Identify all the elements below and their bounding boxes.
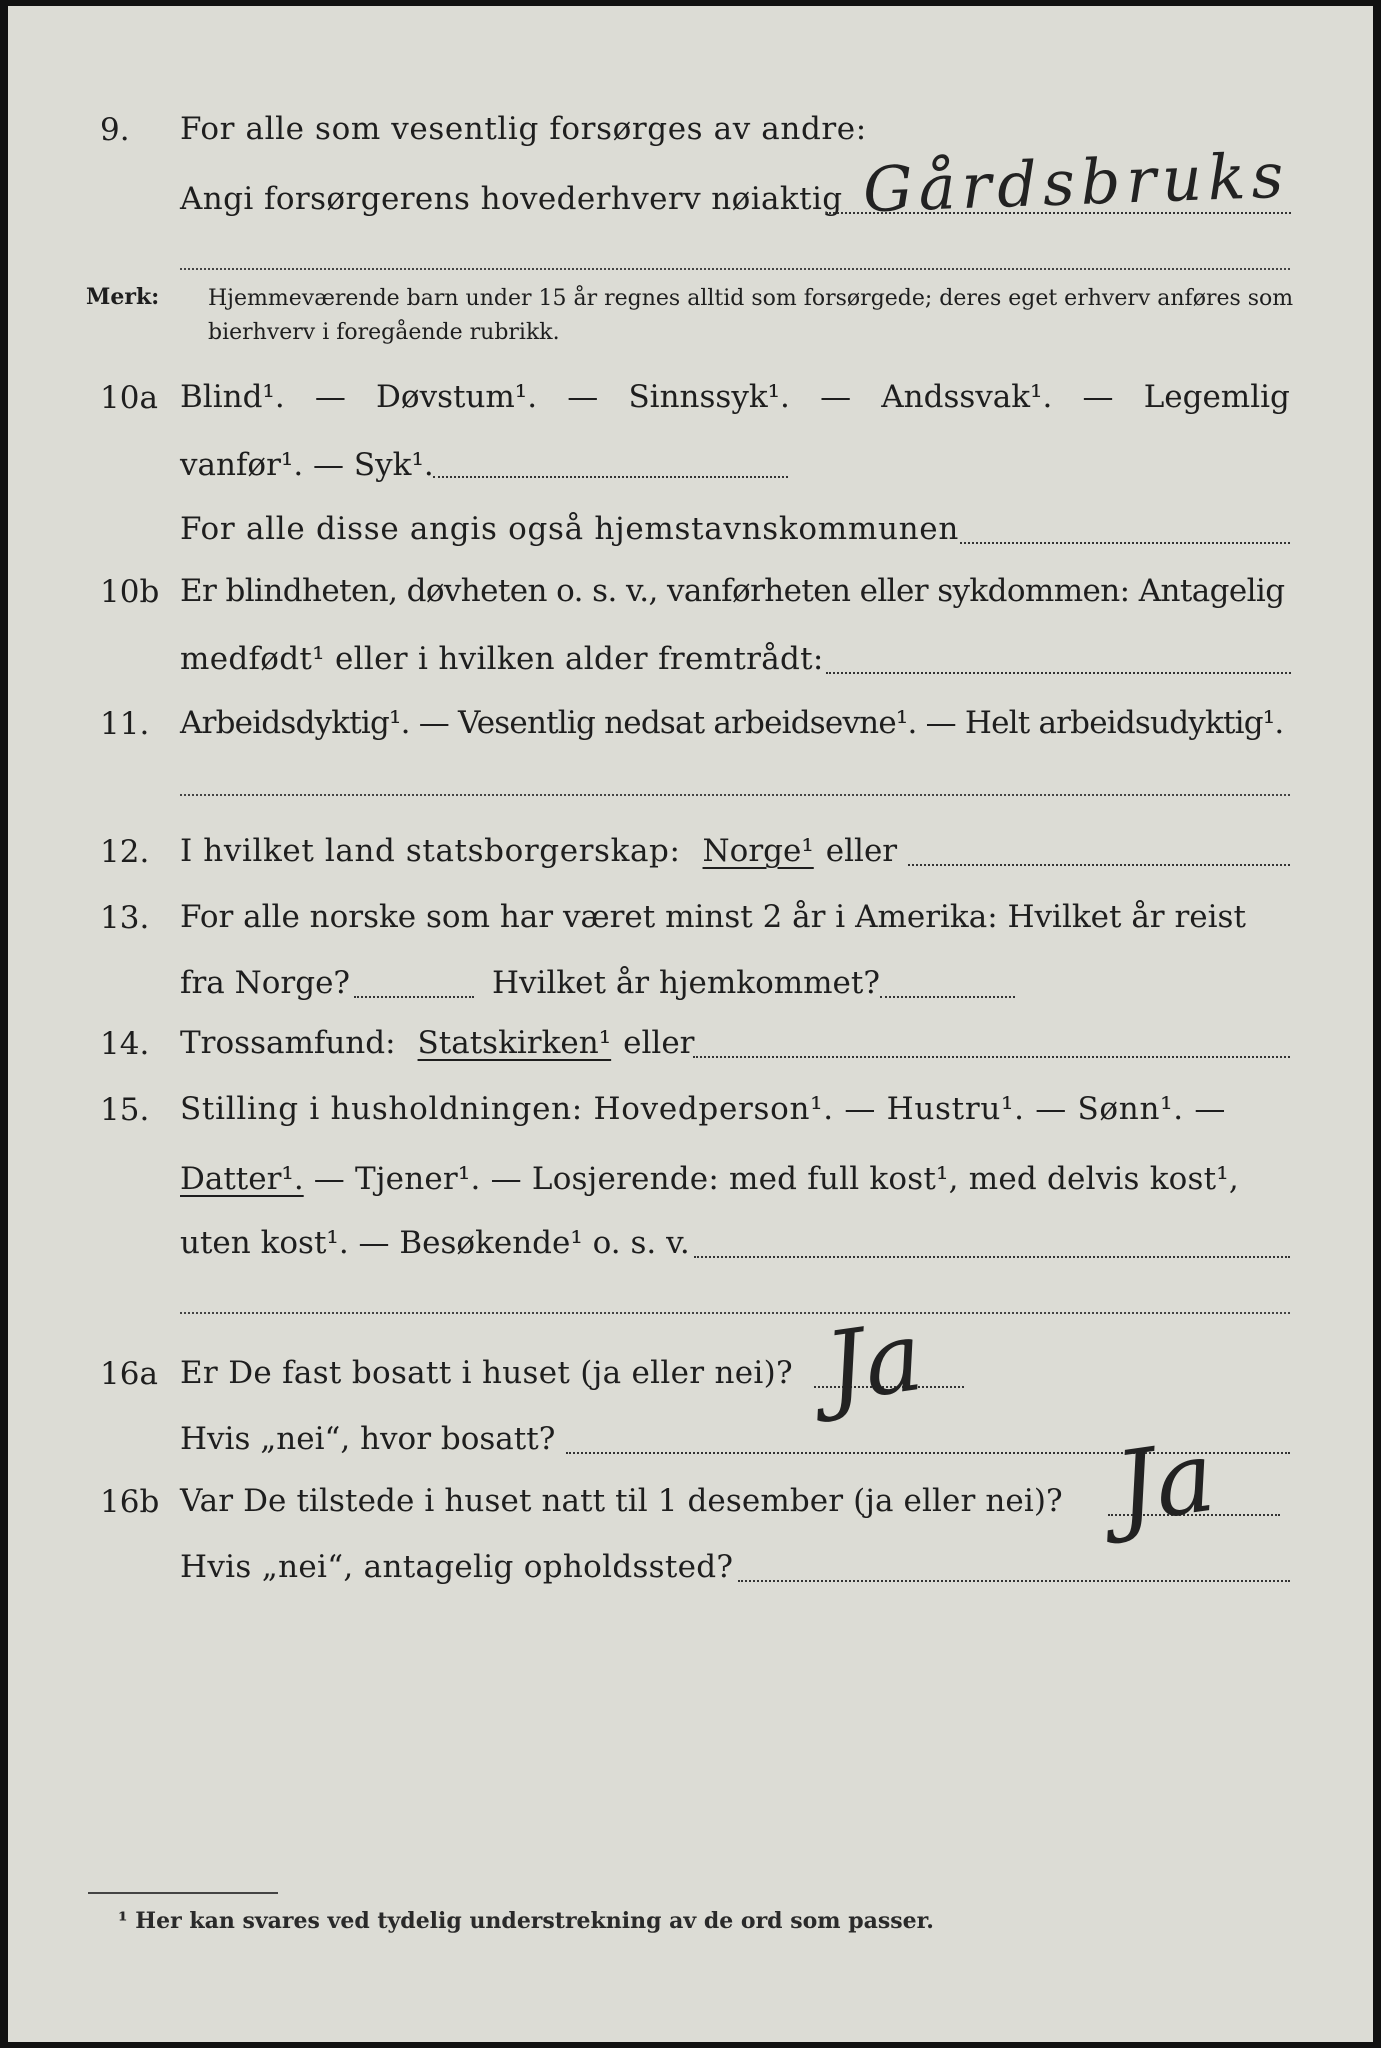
q16b-line1: Var De tilstede i huset natt til 1 desember (ja eller nei)? xyxy=(180,1483,1063,1519)
q11-number: 11. xyxy=(100,706,150,742)
q14-eller: eller xyxy=(623,1025,695,1061)
q10a-line1: Blind¹. — Døvstum¹. — Sinnssyk¹. — Andssvak¹. — Legemlig xyxy=(180,379,1290,415)
footnote-rule xyxy=(88,1892,278,1894)
q14-text: Trossamfund: xyxy=(180,1025,396,1061)
q12-text: I hvilket land statsborgerskap: xyxy=(180,833,681,869)
q15-number: 15. xyxy=(100,1092,150,1128)
q9-handwritten-answer: Gårdsbruks xyxy=(861,138,1291,227)
q15-line1: Stilling i husholdningen: Hovedperson¹. — Hustru¹. — Sønn¹. — xyxy=(180,1091,1227,1127)
q15-datter: Datter¹. xyxy=(180,1161,304,1197)
q9-number: 9. xyxy=(100,112,130,148)
q14-statskirken: Statskirken¹ xyxy=(417,1025,612,1061)
q16b-opholdssted-line xyxy=(738,1580,1290,1582)
q12-number: 12. xyxy=(100,834,150,870)
q13-line1: For alle norske som har været minst 2 år i Amerika: Hvilket år reist xyxy=(180,899,1246,935)
q10b-line1: Er blindheten, døvheten o. s. v., vanførheten eller sykdommen: Antagelig xyxy=(180,573,1285,609)
q14-number: 14. xyxy=(100,1026,150,1062)
q15-line2: — Tjener¹. — Losjerende: med full kost¹, med delvis kost¹, xyxy=(313,1161,1239,1197)
q16a-line2: Hvis „nei“, hvor bosatt? xyxy=(180,1421,556,1457)
q16b-handwritten-answer: Ja xyxy=(1108,1419,1222,1547)
q10a-syk-line xyxy=(433,476,788,478)
q12-answer-line xyxy=(908,864,1290,866)
q13-line2b: Hvilket år hjemkommet? xyxy=(492,965,880,1001)
q13-hjemkommet-line xyxy=(880,996,1015,998)
merk-label: Merk: xyxy=(86,284,160,310)
q10b-answer-line xyxy=(826,672,1291,674)
q10b-line2: medfødt¹ eller i hvilken alder fremtrådt: xyxy=(180,641,824,677)
q10a-hjemstavn-line xyxy=(960,542,1290,544)
q9-line2: Angi forsørgerens hovederhverv nøiaktig xyxy=(180,181,843,217)
merk-text: Hjemmeværende barn under 15 år regnes alltid som forsørgede; deres eget erhverv anføres som bierhverv i foregående rubrikk. xyxy=(208,286,1294,345)
q16a-number: 16a xyxy=(100,1356,158,1392)
q12-eller: eller xyxy=(825,833,898,869)
q15-line3: uten kost¹. — Besøkende¹ o. s. v. xyxy=(180,1225,690,1261)
census-form-page xyxy=(8,6,1373,2042)
q10a-number: 10a xyxy=(100,380,158,416)
q10a-line2: vanfør¹. — Syk¹. xyxy=(180,447,434,483)
q16b-number: 16b xyxy=(100,1484,160,1520)
q13-number: 13. xyxy=(100,900,150,936)
q11-line1: Arbeidsdyktig¹. — Vesentlig nedsat arbeidsevne¹. — Helt arbeidsudyktig¹. xyxy=(180,705,1284,741)
q13-line2a: fra Norge? xyxy=(180,965,351,1001)
q15-answer-line xyxy=(694,1256,1290,1258)
footnote: ¹ Her kan svares ved tydelig understrekning av de ord som passer. xyxy=(118,1908,934,1934)
q12-norge: Norge¹ xyxy=(702,833,814,869)
q9-continuation-line xyxy=(180,268,1290,270)
q9-line1: For alle som vesentlig forsørges av andre: xyxy=(180,111,867,147)
q11-answer-line xyxy=(180,794,1290,796)
q10b-number: 10b xyxy=(100,574,160,610)
q16a-handwritten-answer: Ja xyxy=(818,1299,930,1425)
q14-answer-line xyxy=(693,1056,1290,1058)
q13-reist-line xyxy=(354,996,474,998)
q16b-line2: Hvis „nei“, antagelig opholdssted? xyxy=(180,1549,734,1585)
q15-continuation-line xyxy=(180,1312,1290,1314)
q10a-line3: For alle disse angis også hjemstavnskommunen xyxy=(180,511,959,547)
q16a-line1: Er De fast bosatt i huset (ja eller nei)? xyxy=(180,1355,793,1391)
